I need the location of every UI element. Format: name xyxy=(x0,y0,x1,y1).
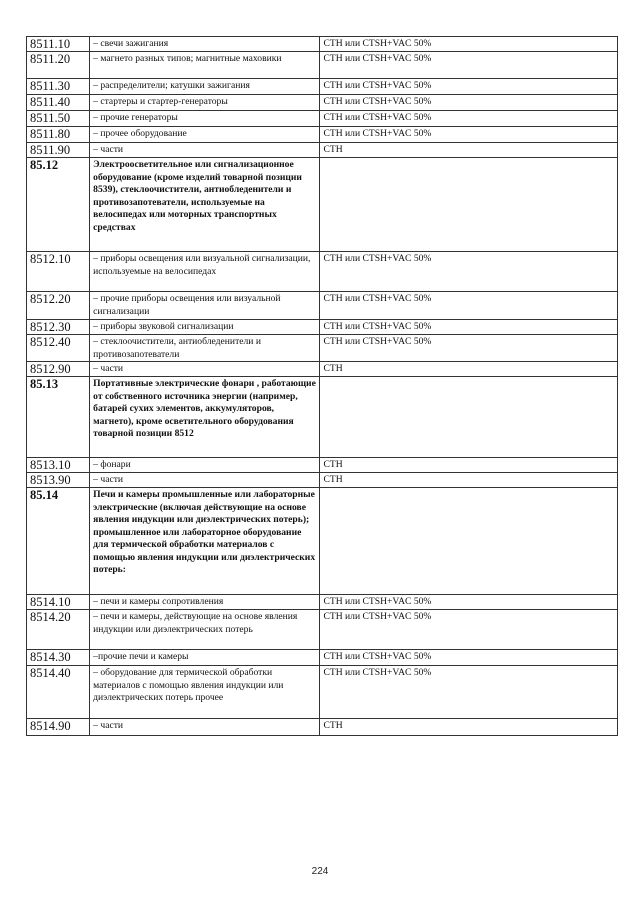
hs-code: 8514.10 xyxy=(27,595,90,610)
origin-rule: CTH или CTSH+VAC 50% xyxy=(320,127,618,143)
origin-rule xyxy=(320,488,618,595)
origin-rule: CTH или CTSH+VAC 50% xyxy=(320,111,618,127)
hs-code: 8513.90 xyxy=(27,473,90,488)
origin-rule: CTH xyxy=(320,362,618,377)
heading-description: Печи и камеры промышленные или лабораторные электрические (включая действующие на основе явления индукции или диэлектрических потерь); промышленное или лабораторное оборудование для термической обработки материалов с помощью явления индукции или диэлектрических потерь: xyxy=(90,488,320,595)
description: – магнето разных типов; магнитные маховики xyxy=(90,52,320,79)
table-row xyxy=(27,111,618,127)
origin-rule: CTH или CTSH+VAC 50% xyxy=(320,52,618,79)
page-number: 224 xyxy=(311,866,329,877)
table-row xyxy=(27,292,618,320)
hs-code: 8511.20 xyxy=(27,52,90,79)
hs-code: 8511.30 xyxy=(27,79,90,95)
hs-code: 8512.40 xyxy=(27,335,90,362)
hs-code: 8511.10 xyxy=(27,37,90,52)
origin-rule xyxy=(320,158,618,252)
description: – прочие приборы освещения или визуальной сигнализации xyxy=(90,292,320,320)
hs-code: 8511.90 xyxy=(27,143,90,158)
hs-code: 8511.50 xyxy=(27,111,90,127)
heading-description: Электроосветительное или сигнализационное оборудование (кроме изделий товарной позиции 8539), стеклоочистители, антиобледенители и противозапотеватели, используемые на велосипедах или моторных транспортных средствах xyxy=(90,158,320,252)
origin-rule: CTH или CTSH+VAC 50% xyxy=(320,610,618,650)
table-row xyxy=(27,473,618,488)
heading-description: Портативные электрические фонари , работающие от собственного источника энергии (например, батарей сухих элементов, аккумуляторов, магнето), кроме осветительного оборудования товарной позиции 8512 xyxy=(90,377,320,458)
table-row xyxy=(27,320,618,335)
origin-rule: CTH или CTSH+VAC 50% xyxy=(320,650,618,666)
hs-code: 8514.90 xyxy=(27,719,90,736)
origin-rule: CTH или CTSH+VAC 50% xyxy=(320,335,618,362)
hs-code: 8512.30 xyxy=(27,320,90,335)
description: – стеклоочистители, антиобледенители и противозапотеватели xyxy=(90,335,320,362)
origin-rule: CTH xyxy=(320,458,618,473)
table-row-heading xyxy=(27,488,618,595)
origin-rule: CTH или CTSH+VAC 50% xyxy=(320,252,618,292)
description: – части xyxy=(90,473,320,488)
table-row xyxy=(27,95,618,111)
hs-code: 8512.20 xyxy=(27,292,90,320)
description: – печи и камеры сопротивления xyxy=(90,595,320,610)
hs-code: 8514.40 xyxy=(27,666,90,719)
description: – части xyxy=(90,719,320,736)
table-row xyxy=(27,719,618,736)
table-row xyxy=(27,650,618,666)
table-row xyxy=(27,52,618,79)
table-row xyxy=(27,610,618,650)
hs-code: 8514.30 xyxy=(27,650,90,666)
description: – прочие генераторы xyxy=(90,111,320,127)
origin-rule: CTH или CTSH+VAC 50% xyxy=(320,37,618,52)
origin-rule xyxy=(320,377,618,458)
hs-heading-code: 85.14 xyxy=(27,488,90,595)
origin-rule: CTH или CTSH+VAC 50% xyxy=(320,595,618,610)
table-row xyxy=(27,252,618,292)
table-row xyxy=(27,335,618,362)
table-row xyxy=(27,143,618,158)
hs-heading-code: 85.13 xyxy=(27,377,90,458)
hs-heading-code: 85.12 xyxy=(27,158,90,252)
description: – стартеры и стартер-генераторы xyxy=(90,95,320,111)
table-row xyxy=(27,79,618,95)
table-row xyxy=(27,37,618,52)
hs-code: 8512.10 xyxy=(27,252,90,292)
table-row xyxy=(27,362,618,377)
table-row xyxy=(27,127,618,143)
description: – фонари xyxy=(90,458,320,473)
description: – печи и камеры, действующие на основе явления индукции или диэлектрических потерь xyxy=(90,610,320,650)
description: – прочее оборудование xyxy=(90,127,320,143)
tariff-table xyxy=(26,36,618,736)
origin-rule: CTH xyxy=(320,719,618,736)
description: – свечи зажигания xyxy=(90,37,320,52)
hs-code: 8511.80 xyxy=(27,127,90,143)
origin-rule: CTH или CTSH+VAC 50% xyxy=(320,292,618,320)
table-row xyxy=(27,666,618,719)
table-row xyxy=(27,595,618,610)
origin-rule: CTH или CTSH+VAC 50% xyxy=(320,95,618,111)
table-row xyxy=(27,458,618,473)
table-row-heading xyxy=(27,158,618,252)
hs-code: 8514.20 xyxy=(27,610,90,650)
description: – приборы освещения или визуальной сигнализации, используемые на велосипедах xyxy=(90,252,320,292)
hs-code: 8513.10 xyxy=(27,458,90,473)
description: –прочие печи и камеры xyxy=(90,650,320,666)
description: – приборы звуковой сигнализации xyxy=(90,320,320,335)
description: – распределители; катушки зажигания xyxy=(90,79,320,95)
origin-rule: CTH или CTSH+VAC 50% xyxy=(320,320,618,335)
description: – части xyxy=(90,362,320,377)
origin-rule: CTH xyxy=(320,143,618,158)
origin-rule: CTH или CTSH+VAC 50% xyxy=(320,666,618,719)
description: – оборудование для термической обработки материалов с помощью явления индукции или диэлектрических потерь прочее xyxy=(90,666,320,719)
origin-rule: CTH или CTSH+VAC 50% xyxy=(320,79,618,95)
table-row-heading xyxy=(27,377,618,458)
hs-code: 8512.90 xyxy=(27,362,90,377)
description: – части xyxy=(90,143,320,158)
origin-rule: CTH xyxy=(320,473,618,488)
hs-code: 8511.40 xyxy=(27,95,90,111)
